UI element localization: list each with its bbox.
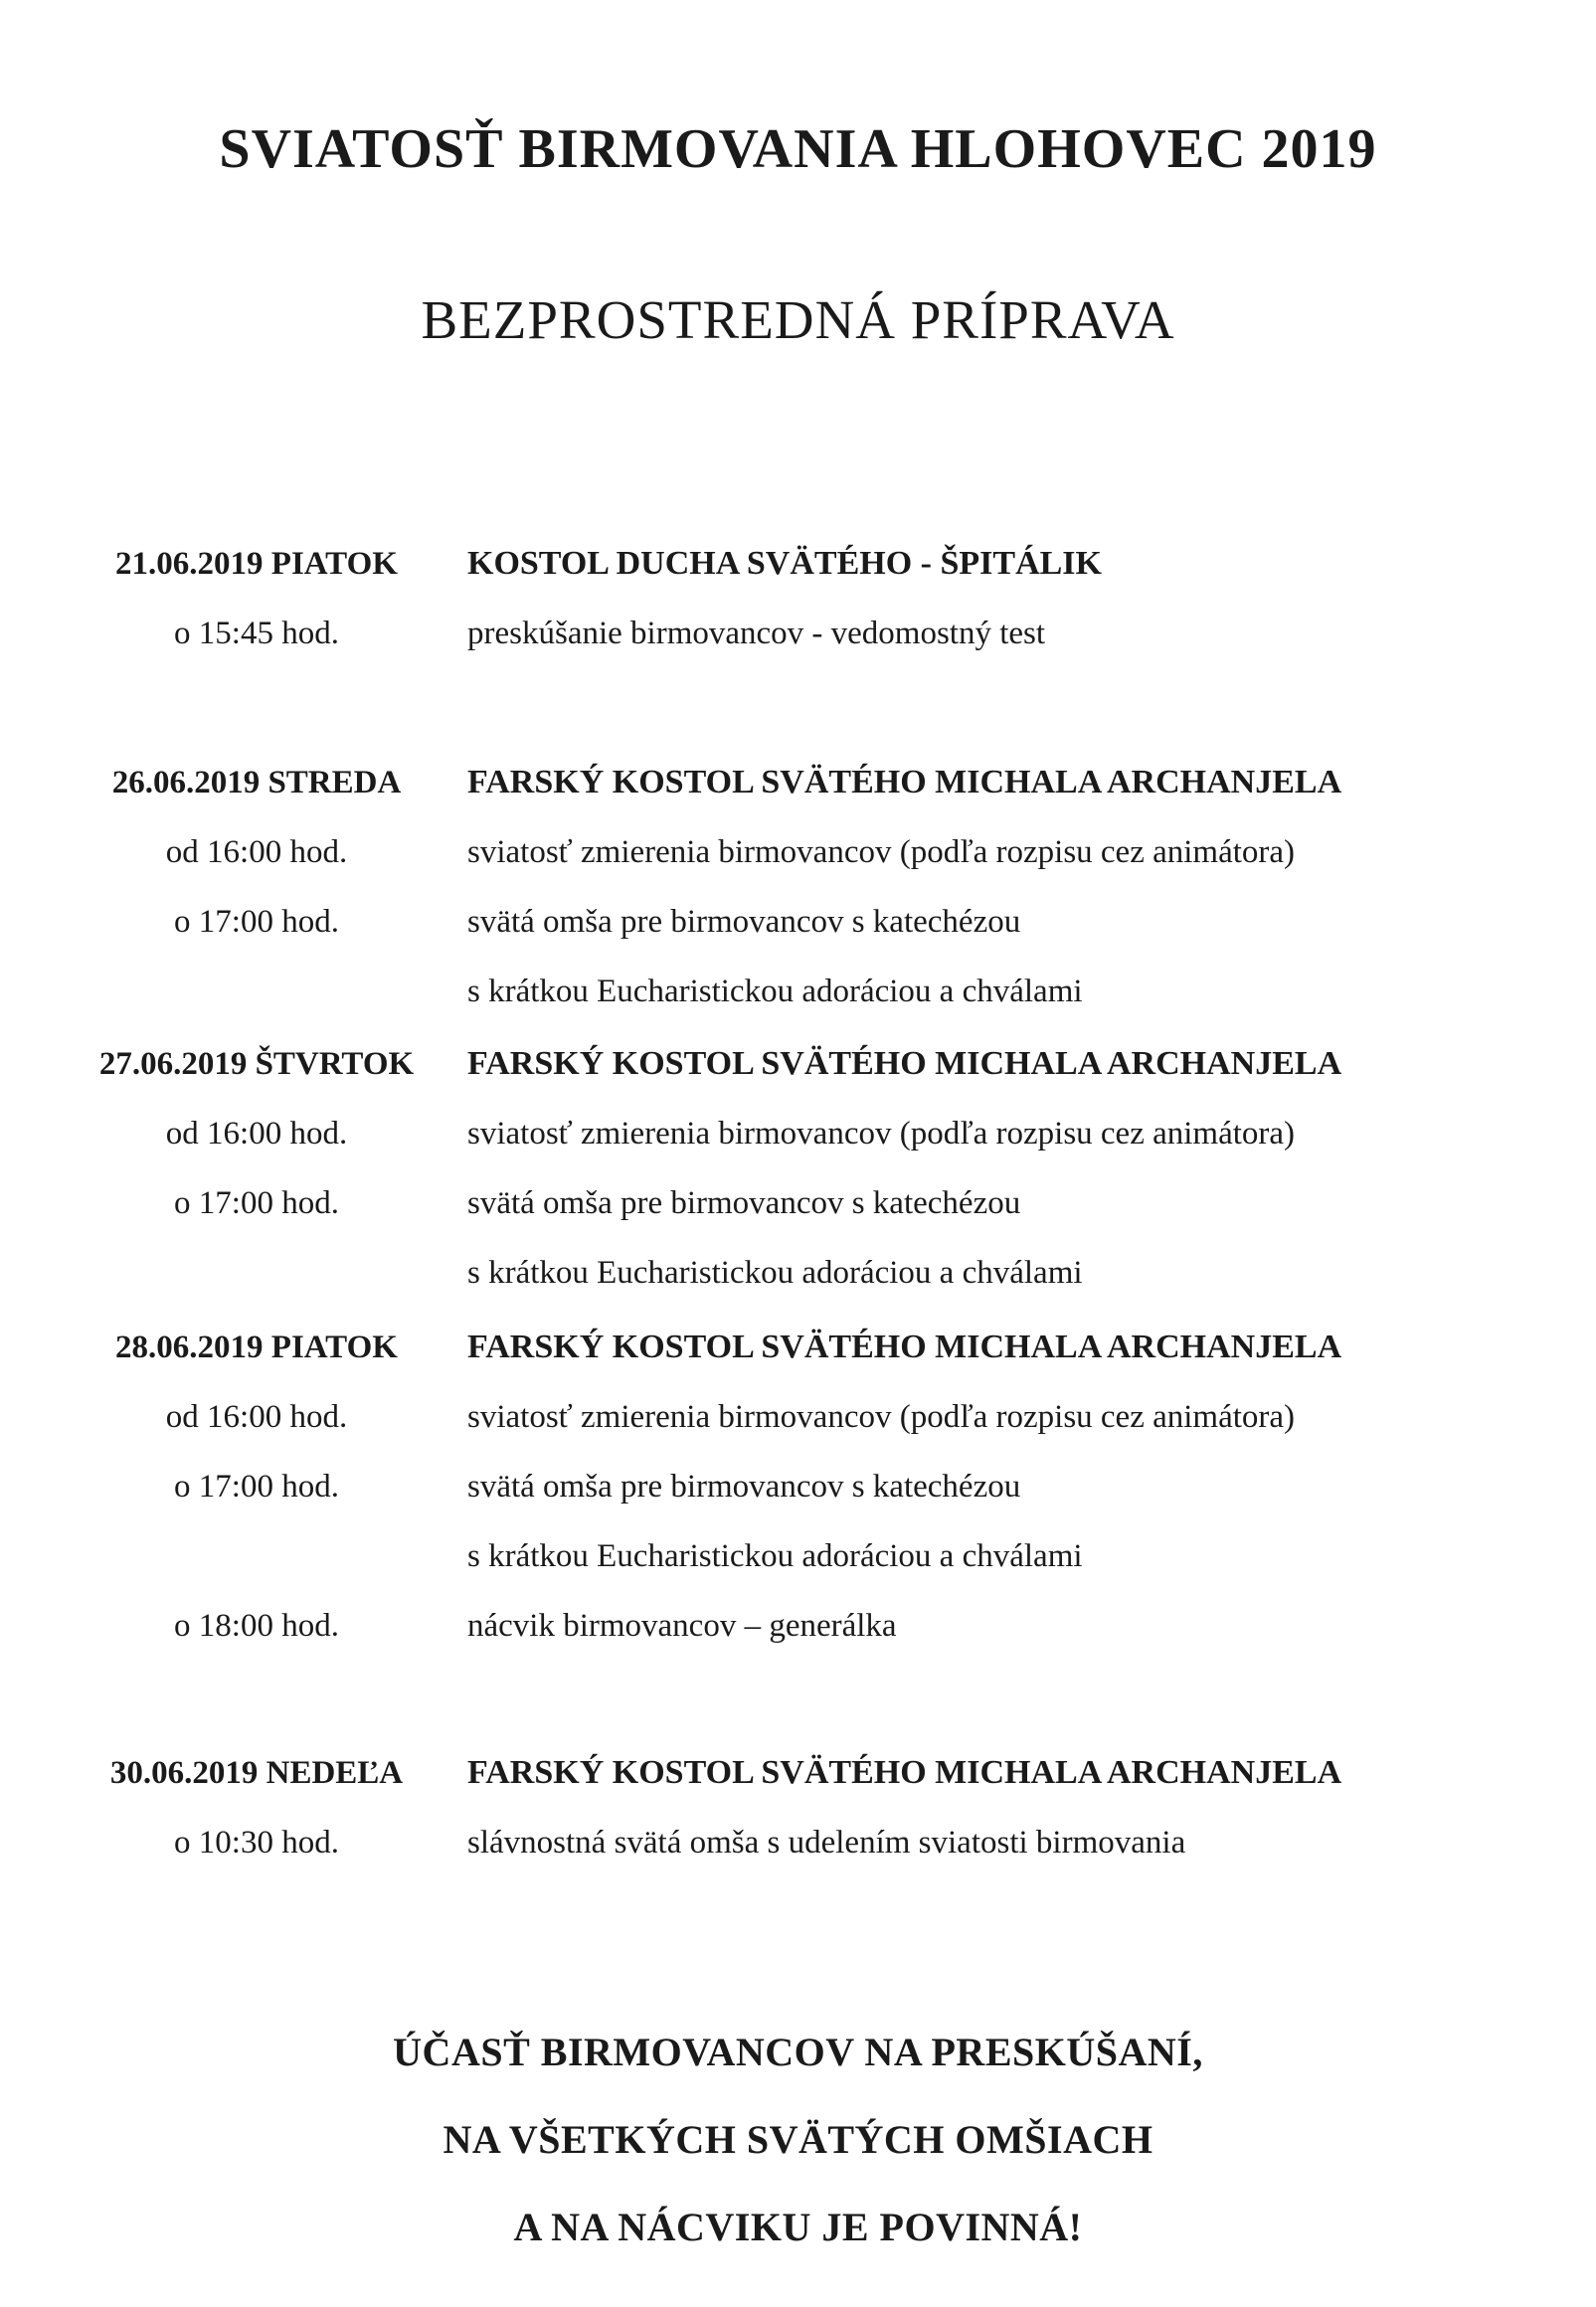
event-time: o 17:00 hod. (174, 1185, 339, 1221)
notice-line: A NA NÁCVIKU JE POVINNÁ! (513, 2205, 1083, 2249)
event-text: s krátkou Eucharistickou adoráciou a chválami (467, 1538, 1083, 1574)
page-subtitle: BEZPROSTREDNÁ PRÍPRAVA (421, 289, 1175, 350)
event-time: o 17:00 hod. (174, 904, 339, 940)
day-header-row (0, 529, 1596, 599)
event-row (0, 599, 1596, 668)
event-row (0, 1238, 1596, 1308)
day-date: 28.06.2019 PIATOK (115, 1330, 398, 1365)
event-text: preskúšanie birmovancov - vedomostný test (467, 616, 1046, 651)
notice-line: ÚČASŤ BIRMOVANCOV NA PRESKÚŠANÍ, (393, 2030, 1203, 2074)
day-header-row (0, 1029, 1596, 1099)
day-date: 27.06.2019 ŠTVRTOK (98, 1046, 415, 1082)
event-row (0, 957, 1596, 1026)
schedule-day (0, 529, 1596, 668)
event-time: od 16:00 hod. (165, 1399, 348, 1435)
event-row (0, 1452, 1596, 1521)
event-text: sviatosť zmierenia birmovancov (podľa rozpisu cez animátora) (467, 1116, 1296, 1152)
event-row (0, 1168, 1596, 1238)
event-text: svätá omša pre birmovancov s katechézou (467, 904, 1021, 940)
event-text: svätá omša pre birmovancov s katechézou (467, 1469, 1021, 1505)
event-time: o 15:45 hod. (174, 616, 339, 651)
schedule-day (0, 1029, 1596, 1308)
event-row (0, 1382, 1596, 1452)
day-header-row (0, 748, 1596, 817)
schedule-day (0, 1313, 1596, 1661)
event-text: nácvik birmovancov – generálka (467, 1608, 897, 1644)
day-header-row (0, 1313, 1596, 1382)
event-text: svätá omša pre birmovancov s katechézou (467, 1185, 1021, 1221)
event-row (0, 1521, 1596, 1591)
event-row (0, 817, 1596, 887)
notice-line: NA VŠETKÝCH SVÄTÝCH OMŠIACH (443, 2117, 1153, 2162)
page-title: SVIATOSŤ BIRMOVANIA HLOHOVEC 2019 (219, 118, 1377, 180)
event-row (0, 1591, 1596, 1661)
day-header-row (0, 1738, 1596, 1808)
event-time: od 16:00 hod. (165, 834, 348, 870)
day-place: FARSKÝ KOSTOL SVÄTÉHO MICHALA ARCHANJELA (467, 764, 1342, 800)
day-date: 26.06.2019 STREDA (111, 765, 402, 800)
day-place: FARSKÝ KOSTOL SVÄTÉHO MICHALA ARCHANJELA (467, 1329, 1342, 1365)
event-row (0, 887, 1596, 957)
day-place: KOSTOL DUCHA SVÄTÉHO - ŠPITÁLIK (467, 545, 1102, 582)
event-text: s krátkou Eucharistickou adoráciou a chválami (467, 1255, 1083, 1291)
event-text: sviatosť zmierenia birmovancov (podľa rozpisu cez animátora) (467, 1399, 1296, 1435)
event-text: sviatosť zmierenia birmovancov (podľa rozpisu cez animátora) (467, 834, 1296, 870)
event-time: o 17:00 hod. (174, 1469, 339, 1505)
day-place: FARSKÝ KOSTOL SVÄTÉHO MICHALA ARCHANJELA (467, 1045, 1342, 1082)
day-place: FARSKÝ KOSTOL SVÄTÉHO MICHALA ARCHANJELA (467, 1754, 1342, 1791)
schedule-day (0, 748, 1596, 1026)
event-row (0, 1099, 1596, 1168)
event-time: o 18:00 hod. (174, 1608, 339, 1644)
event-text: s krátkou Eucharistickou adoráciou a chválami (467, 974, 1083, 1009)
event-row (0, 1808, 1596, 1877)
schedule-day (0, 1738, 1596, 1877)
event-time: o 10:30 hod. (174, 1825, 339, 1861)
attendance-notice (0, 2009, 1596, 2271)
day-date: 21.06.2019 PIATOK (115, 546, 398, 582)
day-date: 30.06.2019 NEDEĽA (109, 1755, 404, 1791)
event-text: slávnostná svätá omša s udelením sviatosti birmovania (467, 1825, 1186, 1861)
event-time: od 16:00 hod. (165, 1116, 348, 1152)
